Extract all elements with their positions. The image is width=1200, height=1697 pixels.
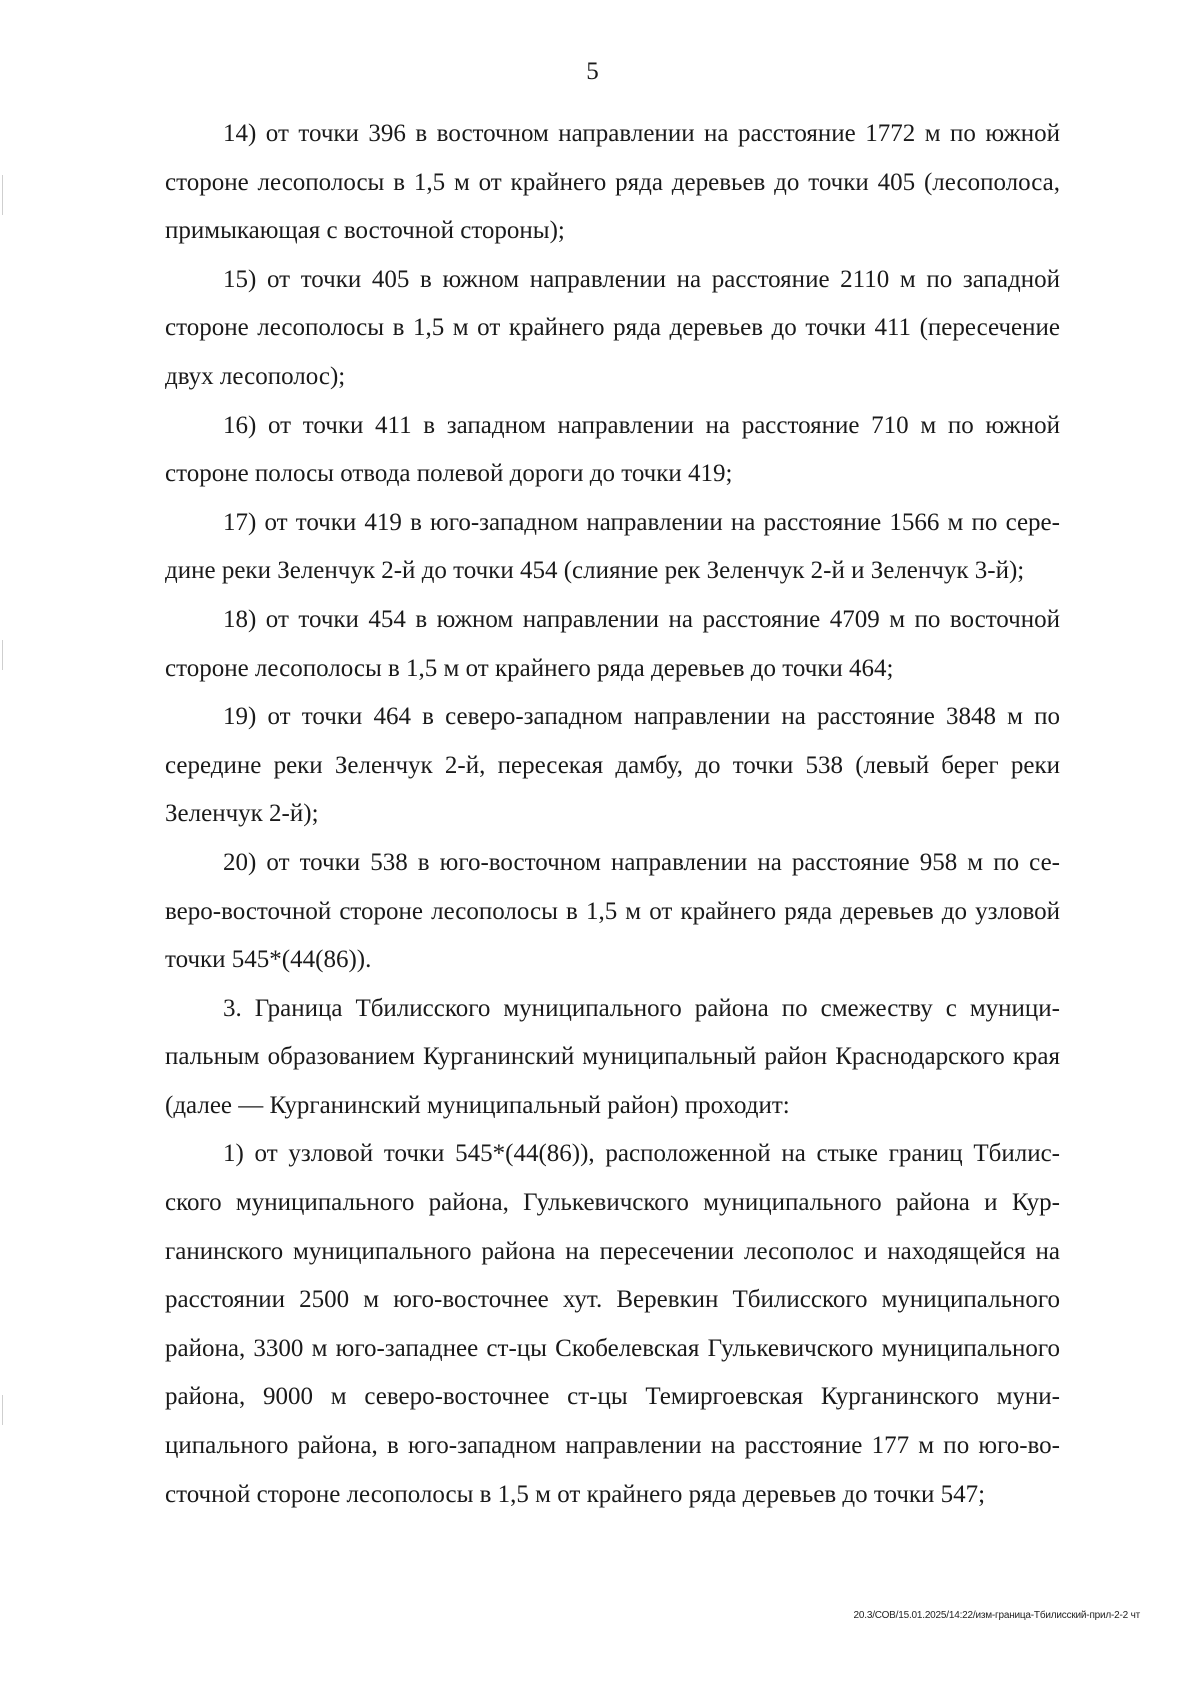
paragraph-item-18: 18) от точки 454 в южном направлении на расстояние 4709 м по восточной стороне лесополосы в 1,5 м от крайнего ряда деревьев до точки 464; [165, 605, 1060, 682]
paragraph-item-14: 14) от точки 396 в восточном направлении на расстояние 1772 м по южной стороне лесополосы в 1,5 м от крайнего ряда деревьев до точки 405 (лесополоса, примыкающая с восточной стороны); [165, 120, 1060, 245]
document-body [165, 110, 1060, 1519]
section-3-heading-paragraph: 3. Граница Тбилисского муниципального района по смежеству с муниципальным образованием Курганинский муниципальный район Краснодарского края (далее — Курганинский муниципальный район) проходит: [165, 994, 1060, 1119]
paragraph-item-16: 16) от точки 411 в западном направлении на расстояние 710 м по южной стороне полосы отвода полевой дороги до точки 419; [165, 411, 1060, 488]
scan-artifact [2, 1395, 3, 1425]
page-number: 5 [586, 58, 599, 85]
section-3-item-1: 1) от узловой точки 545*(44(86)), расположенной на стыке границ Тбилисского муниципального района, Гулькевичского муниципального района и Курганинского муниципального района на пересечении лесополос и находящейся на расстоянии 2500 м юго-восточнее хут. Веревкин Тбилисского муниципального района, 3300 м юго-западнее ст-цы Скобелевская Гулькевичского муниципального района, 9000 м северо-восточнее ст-цы Темиргоевская Курганинского муниципального района, в юго-западном направлении на расстояние 177 м по юго-восточной стороне лесополосы в 1,5 м от крайнего ряда деревьев до точки 547; [165, 1140, 1060, 1508]
paragraph-item-20: 20) от точки 538 в юго-восточном направлении на расстояние 958 м по северо-восточной стороне лесополосы в 1,5 м от крайнего ряда деревьев до узловой точки 545*(44(86)). [165, 848, 1060, 974]
scan-artifact [2, 640, 3, 670]
paragraph-item-15: 15) от точки 405 в южном направлении на расстояние 2110 м по западной стороне лесополосы в 1,5 м от крайнего ряда деревьев до точки 411 (пересечение двух лесополос); [165, 265, 1060, 390]
paragraph-item-17: 17) от точки 419 в юго-западном направлении на расстояние 1566 м по середине реки Зеленчук 2-й до точки 454 (слияние рек Зеленчук 2-й и Зеленчук 3-й); [165, 508, 1060, 585]
paragraph-item-19: 19) от точки 464 в северо-западном направлении на расстояние 3848 м по середине реки Зеленчук 2-й, пересекая дамбу, до точки 538 (левый берег реки Зеленчук 2-й); [165, 703, 1060, 828]
document-footer-stamp: 20.3/СОВ/15.01.2025/14:22/изм-граница-Тбилисский-прил-2-2 чт [853, 1610, 1140, 1621]
scan-artifact [2, 175, 3, 215]
